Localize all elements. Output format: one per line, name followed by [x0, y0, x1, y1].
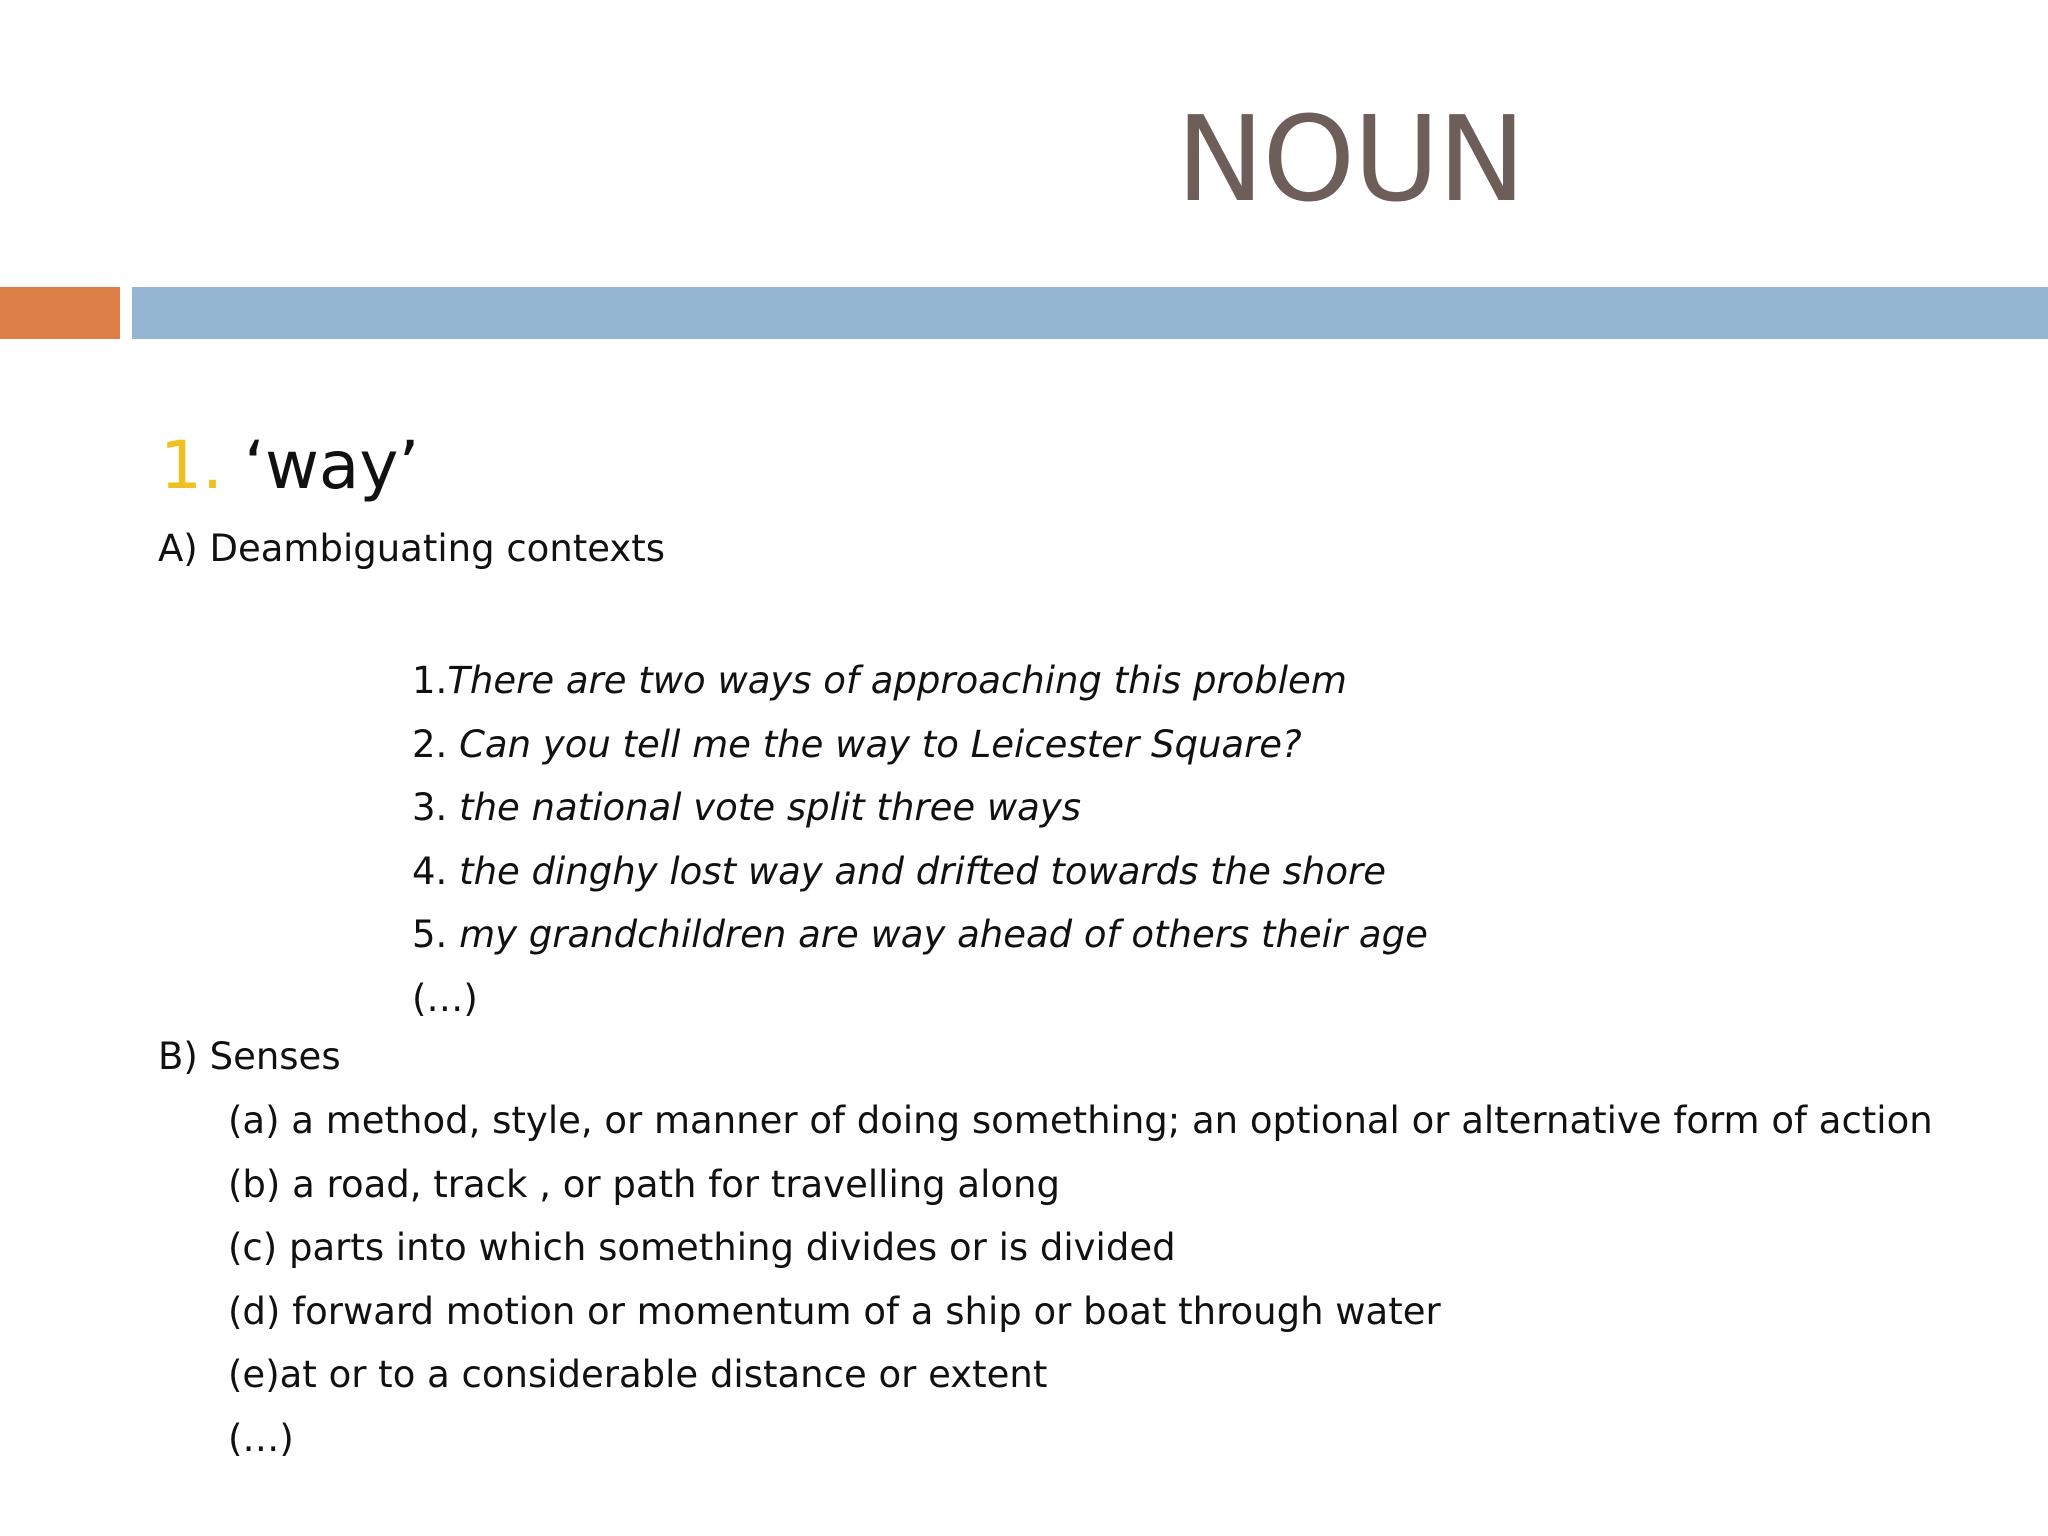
section-heading: [160, 425, 419, 507]
example-text: the dinghy lost way and drifted towards the shore: [459, 849, 1386, 893]
example-number: 5.: [412, 913, 460, 957]
example-number: 2.: [412, 722, 460, 766]
example-text: There are two ways of approaching this problem: [447, 659, 1347, 702]
sense-item: (d) forward motion or momentum of a ship or boat through water: [228, 1289, 1441, 1333]
sense-item: (e)at or to a considerable distance or extent: [228, 1353, 1048, 1397]
context-examples-list: [412, 649, 1428, 1031]
context-ellipsis: (…): [412, 976, 478, 1020]
accent-bar-orange: [0, 287, 120, 339]
sense-item: (…): [228, 1416, 294, 1460]
context-example: [412, 713, 1428, 777]
context-example: [412, 776, 1428, 840]
sense-item: (c) parts into which something divides or is divided: [228, 1226, 1176, 1270]
context-example: [412, 840, 1428, 904]
example-text: my grandchildren are way ahead of others their age: [459, 913, 1428, 957]
senses-list: [228, 1089, 1933, 1471]
heading-word: ‘way’: [243, 427, 420, 504]
heading-number: 1.: [160, 427, 223, 504]
context-example: [412, 903, 1428, 967]
example-number: 4.: [412, 849, 460, 893]
accent-bar-blue: [132, 287, 2048, 339]
context-example: [412, 649, 1428, 713]
sense-item: (a) a method, style, or manner of doing something; an optional or alternative form of action: [228, 1099, 1933, 1142]
example-text: Can you tell me the way to Leicester Square?: [459, 722, 1302, 766]
contexts-label: A) Deambiguating contexts: [158, 527, 666, 570]
slide-title: NOUN: [1176, 90, 1524, 228]
example-text: the national vote split three ways: [459, 786, 1081, 830]
example-number: 3.: [412, 786, 460, 830]
example-number: 1.: [412, 659, 448, 702]
senses-label: B) Senses: [158, 1035, 341, 1078]
sense-item: (b) a road, track , or path for travelling along: [228, 1162, 1060, 1206]
